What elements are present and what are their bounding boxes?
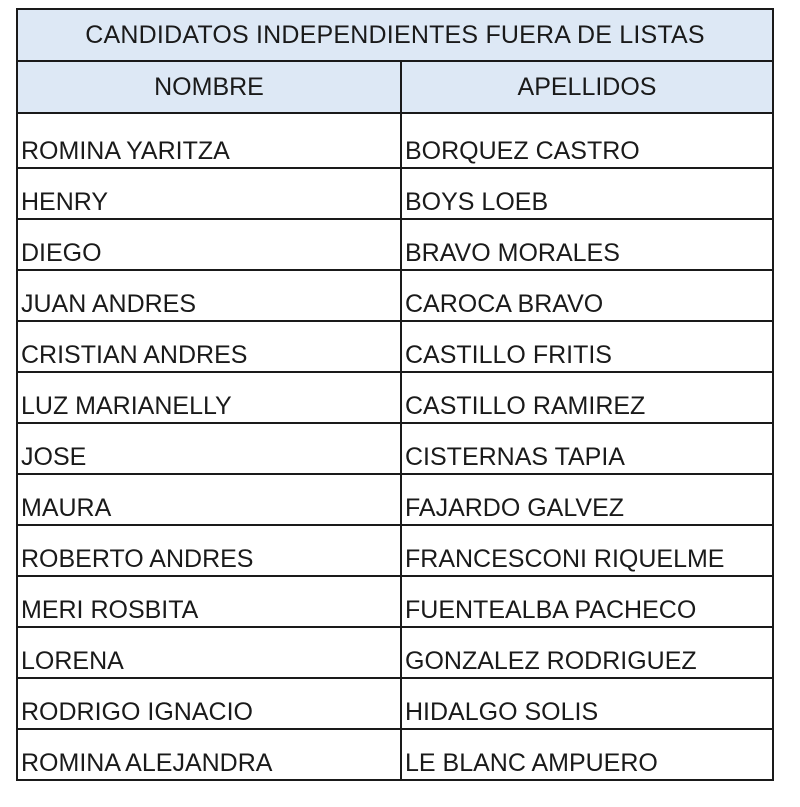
table-row <box>17 474 773 525</box>
cell-apellidos: CISTERNAS TAPIA <box>401 423 773 474</box>
cell-apellidos: CASTILLO FRITIS <box>401 321 773 372</box>
cell-nombre: LORENA <box>17 627 401 678</box>
cell-apellidos: CASTILLO RAMIREZ <box>401 372 773 423</box>
table-row <box>17 219 773 270</box>
table-row <box>17 525 773 576</box>
cell-nombre: MERI ROSBITA <box>17 576 401 627</box>
cell-nombre: JUAN ANDRES <box>17 270 401 321</box>
header-row <box>17 61 773 113</box>
cell-apellidos: LE BLANC AMPUERO <box>401 729 773 780</box>
cell-nombre: JOSE <box>17 423 401 474</box>
candidates-table <box>16 8 774 781</box>
table-body <box>17 113 773 780</box>
cell-nombre: LUZ MARIANELLY <box>17 372 401 423</box>
table-row <box>17 678 773 729</box>
column-header-nombre: NOMBRE <box>17 61 401 113</box>
cell-nombre: ROMINA YARITZA <box>17 113 401 168</box>
cell-apellidos: GONZALEZ RODRIGUEZ <box>401 627 773 678</box>
cell-nombre: ROMINA ALEJANDRA <box>17 729 401 780</box>
column-header-apellidos: APELLIDOS <box>401 61 773 113</box>
table-row <box>17 627 773 678</box>
table-row <box>17 423 773 474</box>
table-row <box>17 576 773 627</box>
cell-apellidos: HIDALGO SOLIS <box>401 678 773 729</box>
table-row <box>17 321 773 372</box>
title-row <box>17 9 773 61</box>
cell-nombre: HENRY <box>17 168 401 219</box>
cell-apellidos: BORQUEZ CASTRO <box>401 113 773 168</box>
cell-nombre: DIEGO <box>17 219 401 270</box>
table-row <box>17 168 773 219</box>
cell-nombre: MAURA <box>17 474 401 525</box>
cell-nombre: RODRIGO IGNACIO <box>17 678 401 729</box>
cell-nombre: CRISTIAN ANDRES <box>17 321 401 372</box>
cell-nombre: ROBERTO ANDRES <box>17 525 401 576</box>
cell-apellidos: BRAVO MORALES <box>401 219 773 270</box>
table-row <box>17 270 773 321</box>
cell-apellidos: FRANCESCONI RIQUELME <box>401 525 773 576</box>
cell-apellidos: FAJARDO GALVEZ <box>401 474 773 525</box>
cell-apellidos: CAROCA BRAVO <box>401 270 773 321</box>
table-row <box>17 729 773 780</box>
table-row <box>17 372 773 423</box>
cell-apellidos: FUENTEALBA PACHECO <box>401 576 773 627</box>
cell-apellidos: BOYS LOEB <box>401 168 773 219</box>
table-title: CANDIDATOS INDEPENDIENTES FUERA DE LISTAS <box>17 9 773 61</box>
table-row <box>17 113 773 168</box>
